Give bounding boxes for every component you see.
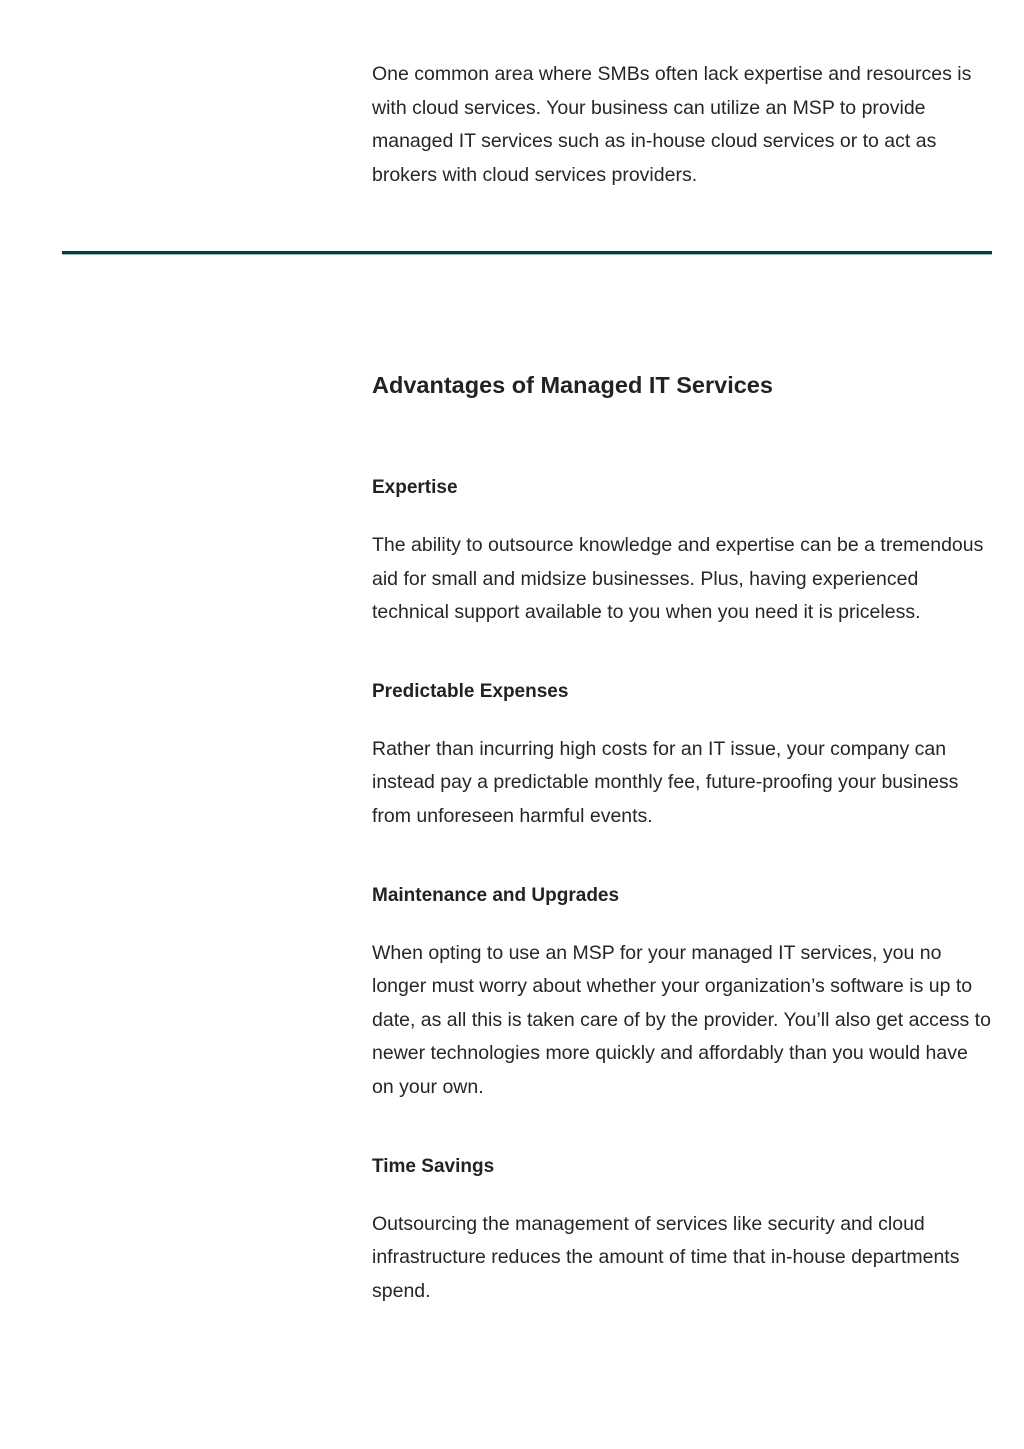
maintenance-upgrades-title: Maintenance and Upgrades xyxy=(372,884,620,906)
time-savings-title: Time Savings xyxy=(372,1155,495,1177)
section-divider xyxy=(62,251,992,255)
predictable-expenses-body: Rather than incurring high costs for an IT issue, your company can instead pay a predictable monthly fee, future-proofing your business from unforeseen harmful events. xyxy=(372,737,959,827)
expertise-title: Expertise xyxy=(372,477,458,498)
advantages-section xyxy=(372,368,992,1308)
expertise-body: The ability to outsource knowledge and expertise can be a tremendous aid for small and midsize businesses. Plus, having experienced technical support available to you when you need it is priceless. xyxy=(372,534,984,624)
advantages-heading: Advantages of Managed IT Services xyxy=(372,372,773,398)
time-savings-body: Outsourcing the management of services like security and cloud infrastructure reduces the amount of time that in-house departments spend. xyxy=(372,1212,960,1302)
maintenance-upgrades-body: When opting to use an MSP for your managed IT services, you no longer must worry about whether your organization’s software is up to date, as all this is taken care of by the provider. You’ll also get access to newer technologies more quickly and affordably than you would have on your own. xyxy=(372,941,991,1098)
intro-section xyxy=(372,58,992,192)
intro-paragraph: One common area where SMBs often lack expertise and resources is with cloud services. Your business can utilize an MSP to provide managed IT services such as in-house cloud services or to act as brokers with cloud services providers. xyxy=(372,63,972,186)
predictable-expenses-title: Predictable Expenses xyxy=(372,680,569,702)
